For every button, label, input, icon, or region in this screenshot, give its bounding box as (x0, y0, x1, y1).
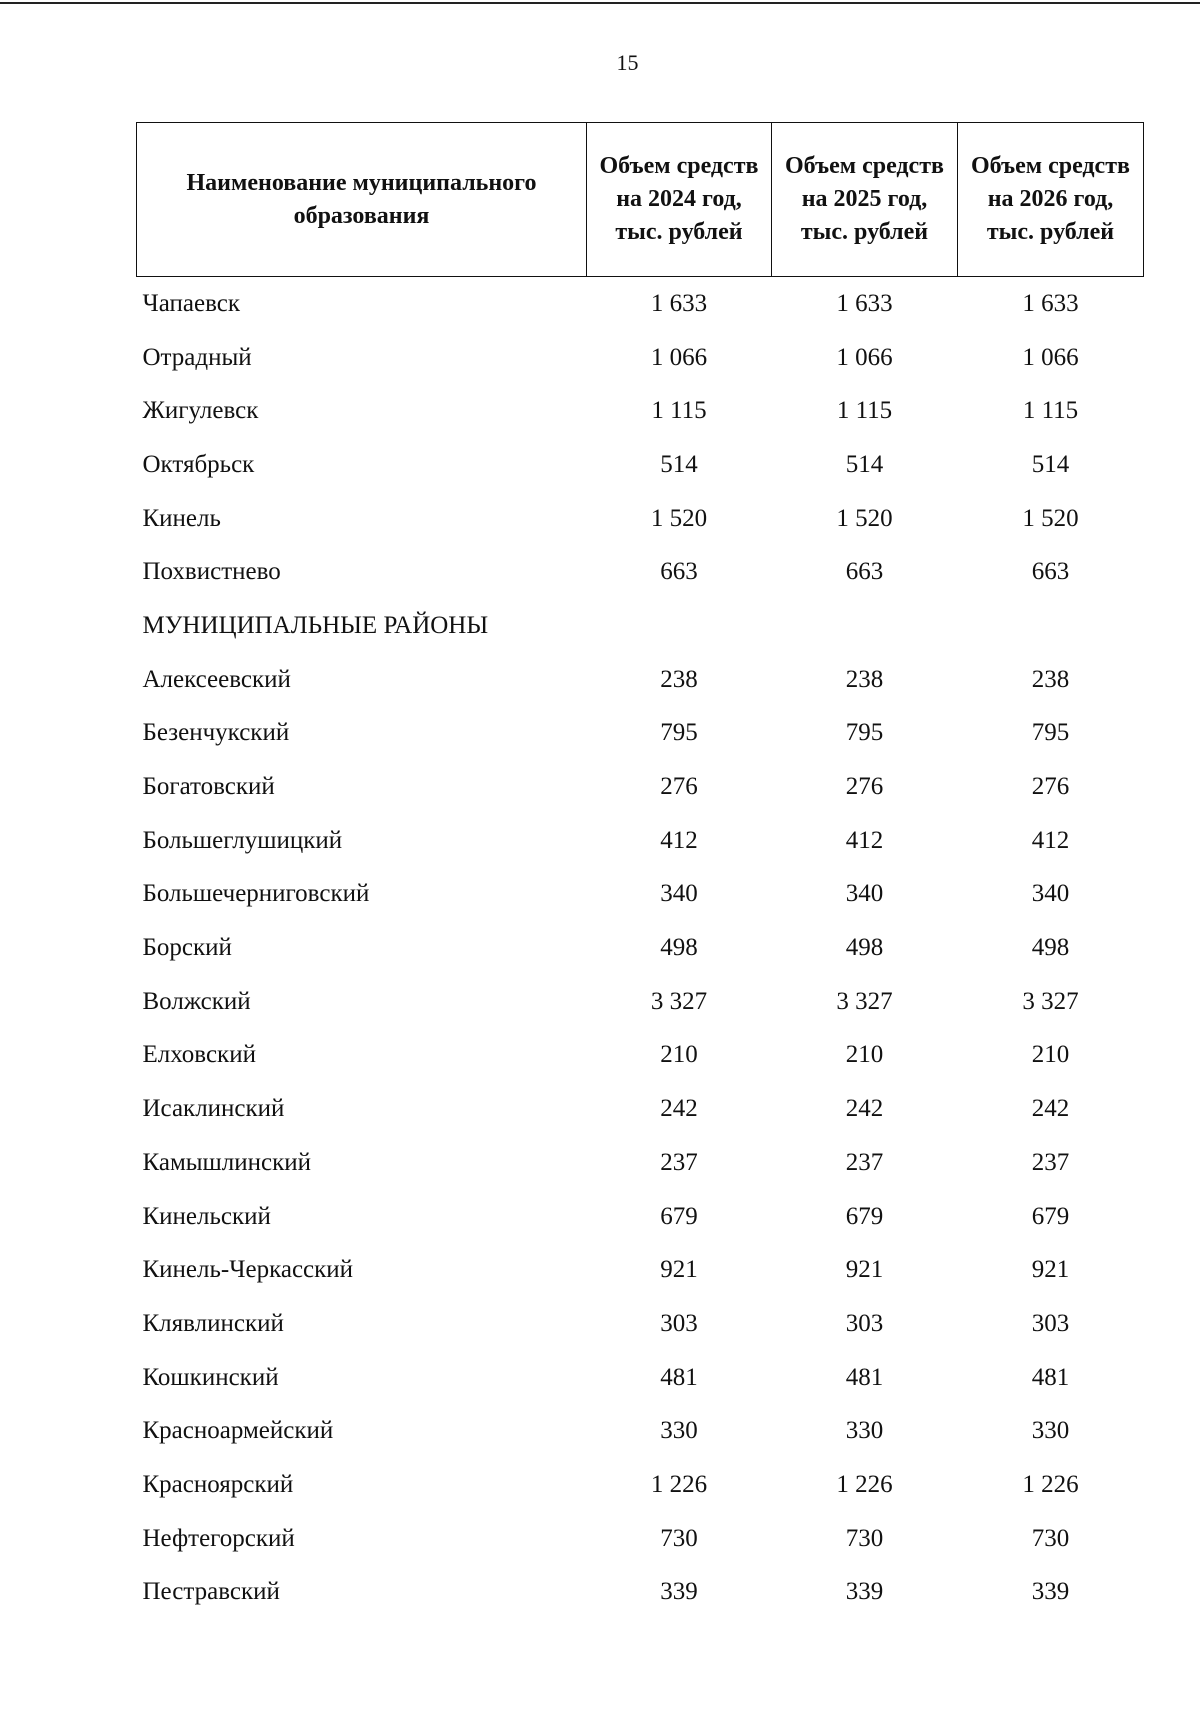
table-row (137, 1029, 1144, 1083)
value-2026-cell: 921 (1031, 1256, 1070, 1284)
budget-table (136, 122, 1144, 1619)
table-row (137, 1351, 1144, 1405)
value-2024-cell: 679 (660, 1202, 698, 1230)
table-row (137, 384, 1144, 438)
header-municipality: Наименование муниципального образования (137, 123, 587, 277)
value-2026-cell: 663 (1031, 558, 1070, 586)
header-volume-2025: Объем средств на 2025 год, тыс. рублей (772, 123, 958, 277)
table-row (137, 438, 1144, 492)
value-2024-cell: 795 (660, 719, 698, 747)
value-2026-cell: 276 (1031, 773, 1070, 801)
value-2026-cell: 237 (1031, 1148, 1070, 1176)
value-2025-cell: 1 520 (836, 504, 893, 532)
value-2025-cell: 921 (845, 1256, 884, 1284)
header-row (137, 123, 1144, 277)
municipality-name-cell: Кошкинский (142, 1363, 279, 1391)
value-2025-cell: 339 (845, 1578, 884, 1606)
value-2026-cell: 514 (1031, 450, 1070, 478)
header-volume-2024: Объем средств на 2024 год, тыс. рублей (587, 123, 772, 277)
table-row (137, 1243, 1144, 1297)
value-2024-cell: 339 (660, 1578, 698, 1606)
municipality-name-cell: Борский (142, 934, 232, 962)
value-2026-cell: 1 633 (1022, 289, 1079, 317)
value-2025-cell: 412 (845, 826, 884, 854)
value-2024-cell: 276 (660, 773, 698, 801)
municipality-name-cell: Большечерниговский (142, 880, 370, 908)
table-row (137, 1190, 1144, 1244)
value-2026-cell: 242 (1031, 1095, 1070, 1123)
municipality-name-cell: Богатовский (142, 773, 275, 801)
value-2024-cell: 303 (660, 1309, 698, 1337)
value-2025-cell: 3 327 (836, 987, 893, 1015)
value-2024-cell: 921 (660, 1256, 698, 1284)
table-row (137, 868, 1144, 922)
value-2025-cell: 730 (845, 1524, 884, 1552)
value-2025-cell: 663 (845, 558, 884, 586)
value-2025-cell: 514 (845, 450, 884, 478)
value-2026-cell: 1 520 (1022, 504, 1079, 532)
value-2025-cell (772, 599, 958, 653)
municipality-name-cell: Кинель (142, 504, 221, 532)
value-2025-cell: 1 115 (836, 397, 893, 425)
value-2026-cell: 339 (1031, 1578, 1070, 1606)
value-2026-cell: 795 (1031, 719, 1070, 747)
municipality-name-cell: Октябрьск (142, 450, 255, 478)
municipality-name-cell: Кинельский (142, 1202, 271, 1230)
table-row (137, 1297, 1144, 1351)
value-2026-cell: 1 115 (1022, 397, 1079, 425)
value-2025-cell: 1 633 (836, 289, 893, 317)
value-2026-cell: 1 066 (1022, 343, 1079, 371)
table-row (137, 1458, 1144, 1512)
value-2024-cell: 730 (660, 1524, 698, 1552)
value-2026-cell: 238 (1031, 665, 1070, 693)
value-2025-cell: 498 (845, 934, 884, 962)
municipality-name-cell: Чапаевск (142, 289, 240, 317)
value-2025-cell: 242 (845, 1095, 884, 1123)
value-2024-cell: 340 (660, 880, 698, 908)
municipality-name-cell: Исаклинский (142, 1095, 285, 1123)
municipality-name-cell: Алексеевский (142, 665, 291, 693)
table-header (137, 123, 1144, 277)
value-2024-cell: 3 327 (650, 987, 708, 1015)
value-2025-cell: 238 (845, 665, 884, 693)
municipality-name-cell: Пестравский (142, 1578, 280, 1606)
value-2025-cell: 340 (845, 880, 884, 908)
value-2024-cell: 210 (660, 1041, 698, 1069)
table-row (137, 1136, 1144, 1190)
value-2024-cell: 238 (660, 665, 698, 693)
value-2026-cell: 303 (1031, 1309, 1070, 1337)
value-2025-cell: 795 (845, 719, 884, 747)
municipality-name-cell: Похвистнево (142, 558, 281, 586)
value-2025-cell: 210 (845, 1041, 884, 1069)
value-2026-cell: 330 (1031, 1417, 1070, 1445)
value-2024-cell: 1 633 (650, 289, 708, 317)
municipality-name-cell: МУНИЦИПАЛЬНЫЕ РАЙОНЫ (142, 611, 489, 639)
value-2026-cell: 730 (1031, 1524, 1070, 1552)
table-row (137, 921, 1144, 975)
municipality-name-cell: Елховский (142, 1041, 256, 1069)
value-2024-cell: 1 066 (650, 343, 708, 371)
table-row (137, 707, 1144, 761)
value-2026-cell: 498 (1031, 934, 1070, 962)
municipality-name-cell: Красноярский (142, 1470, 294, 1498)
value-2024-cell: 481 (660, 1363, 698, 1391)
municipality-name-cell: Большеглушицкий (142, 826, 343, 854)
municipality-name-cell: Жигулевск (142, 397, 259, 425)
value-2026-cell (958, 599, 1144, 653)
value-2026-cell: 210 (1031, 1041, 1070, 1069)
table-row (137, 975, 1144, 1029)
value-2024-cell: 514 (660, 450, 698, 478)
table-row (137, 277, 1144, 331)
municipality-name-cell: Нефтегорский (142, 1524, 295, 1552)
value-2025-cell: 303 (845, 1309, 884, 1337)
value-2026-cell: 412 (1031, 826, 1070, 854)
value-2026-cell: 340 (1031, 880, 1070, 908)
value-2024-cell: 237 (660, 1148, 698, 1176)
municipality-name-cell: Кинель-Черкасский (142, 1256, 354, 1284)
value-2024-cell: 1 115 (651, 397, 707, 425)
value-2025-cell: 1 066 (836, 343, 893, 371)
value-2024-cell: 412 (660, 826, 698, 854)
value-2025-cell: 1 226 (836, 1470, 893, 1498)
value-2026-cell: 1 226 (1022, 1470, 1079, 1498)
table-row (137, 814, 1144, 868)
municipality-name-cell: Безенчукский (142, 719, 290, 747)
value-2025-cell: 237 (845, 1148, 884, 1176)
value-2024-cell: 242 (660, 1095, 698, 1123)
section-header-row (137, 599, 1144, 653)
municipality-name-cell: Клявлинский (142, 1309, 284, 1337)
municipality-name-cell: Красноармейский (142, 1417, 334, 1445)
municipality-name-cell: Волжский (142, 987, 251, 1015)
table-row (137, 1082, 1144, 1136)
value-2024-cell: 1 226 (650, 1470, 708, 1498)
municipality-name-cell: Камышлинский (142, 1148, 312, 1176)
page-top-border (0, 2, 1200, 4)
table-row (137, 760, 1144, 814)
value-2026-cell: 481 (1031, 1363, 1070, 1391)
value-2024-cell: 1 520 (650, 504, 708, 532)
value-2026-cell: 679 (1031, 1202, 1070, 1230)
header-volume-2026: Объем средств на 2026 год, тыс. рублей (958, 123, 1144, 277)
value-2024-cell (587, 599, 772, 653)
page-number: 15 (616, 50, 639, 75)
table-row (137, 1566, 1144, 1620)
value-2024-cell: 330 (660, 1417, 698, 1445)
table-row (137, 1404, 1144, 1458)
value-2025-cell: 330 (845, 1417, 884, 1445)
table-row (137, 492, 1144, 546)
table-row (137, 653, 1144, 707)
table-row (137, 331, 1144, 385)
value-2025-cell: 276 (845, 773, 884, 801)
municipality-name-cell: Отрадный (142, 343, 252, 371)
value-2026-cell: 3 327 (1022, 987, 1079, 1015)
table-row (137, 545, 1144, 599)
table-row (137, 1512, 1144, 1566)
value-2025-cell: 481 (845, 1363, 884, 1391)
table-body (137, 277, 1144, 1620)
value-2024-cell: 498 (660, 934, 698, 962)
value-2024-cell: 663 (660, 558, 698, 586)
value-2025-cell: 679 (845, 1202, 884, 1230)
